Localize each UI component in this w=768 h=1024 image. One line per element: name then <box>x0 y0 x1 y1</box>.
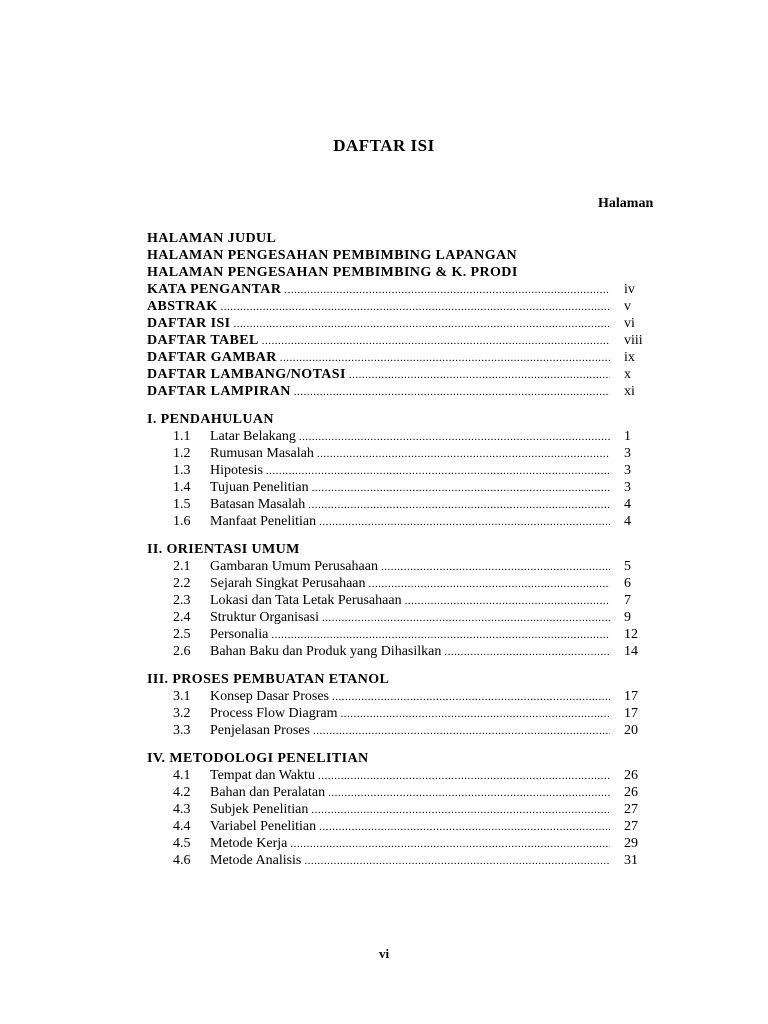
section-number: 2.3 <box>173 593 191 608</box>
section-number: 1.1 <box>173 429 191 444</box>
toc-section-entry[interactable] <box>147 835 662 852</box>
leader-dots <box>319 513 610 531</box>
toc-entry-label: DAFTAR ISI <box>147 316 231 331</box>
leader-dots <box>299 428 610 446</box>
section-label: Metode Analisis <box>210 853 302 868</box>
section-number: 1.6 <box>173 514 191 529</box>
toc-entry-label: DAFTAR GAMBAR <box>147 350 277 365</box>
toc-entry-label: ABSTRAK <box>147 299 218 314</box>
section-page: 1 <box>624 429 631 444</box>
section-number: 2.4 <box>173 610 191 625</box>
section-page: 5 <box>624 559 631 574</box>
leader-dots <box>290 835 610 853</box>
toc-entry-page: ix <box>624 350 635 365</box>
toc-entry[interactable] <box>147 349 662 366</box>
toc-section-entry[interactable] <box>147 496 662 513</box>
leader-dots <box>304 852 610 870</box>
toc-entry[interactable] <box>147 264 662 281</box>
leader-dots <box>284 281 610 299</box>
section-label: Personalia <box>210 627 269 642</box>
toc-section-entry[interactable] <box>147 626 662 643</box>
toc-entry-label: HALAMAN JUDUL <box>147 231 277 246</box>
toc-section-entry[interactable] <box>147 643 662 660</box>
section-label: Tempat dan Waktu <box>210 768 315 783</box>
toc-section-entry[interactable] <box>147 445 662 462</box>
section-number: 3.2 <box>173 706 191 721</box>
leader-dots <box>294 383 610 401</box>
toc-section-entry[interactable] <box>147 592 662 609</box>
toc-entry-label: HALAMAN PENGESAHAN PEMBIMBING & K. PRODI <box>147 265 518 280</box>
section-label: Tujuan Penelitian <box>210 480 309 495</box>
section-label: Sejarah Singkat Perusahaan <box>210 576 366 591</box>
toc-section-entry[interactable] <box>147 513 662 530</box>
section-number: 4.5 <box>173 836 191 851</box>
toc-entry-label: DAFTAR LAMPIRAN <box>147 384 291 399</box>
toc-entry[interactable] <box>147 383 662 400</box>
leader-dots <box>311 801 610 819</box>
section-label: Batasan Masalah <box>210 497 306 512</box>
toc-entry-label: KATA PENGANTAR <box>147 282 282 297</box>
chapter-heading[interactable]: II. ORIENTASI UMUM <box>147 542 300 557</box>
chapter-heading[interactable]: I. PENDAHULUAN <box>147 412 274 427</box>
section-number: 2.2 <box>173 576 191 591</box>
section-page: 3 <box>624 463 631 478</box>
section-number: 1.4 <box>173 480 191 495</box>
section-label: Penjelasan Proses <box>210 723 310 738</box>
toc-entry-page: x <box>624 367 631 382</box>
section-label: Subjek Penelitian <box>210 802 309 817</box>
section-label: Manfaat Penelitian <box>210 514 317 529</box>
leader-dots <box>271 626 610 644</box>
toc-entry-page: viii <box>624 333 643 348</box>
section-label: Variabel Penelitian <box>210 819 317 834</box>
section-page: 27 <box>624 802 638 817</box>
toc-section-entry[interactable] <box>147 705 662 722</box>
chapter-list <box>147 411 662 869</box>
section-number: 1.2 <box>173 446 191 461</box>
toc-entry[interactable] <box>147 247 662 264</box>
leader-dots <box>381 558 610 576</box>
toc-section-entry[interactable] <box>147 462 662 479</box>
toc-section-entry[interactable] <box>147 428 662 445</box>
section-page: 4 <box>624 497 631 512</box>
chapter-heading[interactable]: IV. METODOLOGI PENELITIAN <box>147 751 369 766</box>
leader-dots <box>332 688 610 706</box>
section-page: 26 <box>624 785 638 800</box>
section-page: 14 <box>624 644 638 659</box>
leader-dots <box>319 818 610 836</box>
section-page: 31 <box>624 853 638 868</box>
toc-section-entry[interactable] <box>147 801 662 818</box>
leader-dots <box>317 445 610 463</box>
leader-dots <box>341 705 610 723</box>
leader-dots <box>280 349 610 367</box>
leader-dots <box>233 315 610 333</box>
section-page: 6 <box>624 576 631 591</box>
toc-section-entry[interactable] <box>147 722 662 739</box>
page-title: DAFTAR ISI <box>333 136 435 155</box>
toc-entry-page: xi <box>624 384 635 399</box>
section-number: 4.3 <box>173 802 191 817</box>
toc-entry[interactable] <box>147 332 662 349</box>
section-number: 3.1 <box>173 689 191 704</box>
toc-entry-page: vi <box>624 316 635 331</box>
leader-dots <box>405 592 610 610</box>
leader-dots <box>313 722 610 740</box>
section-page: 17 <box>624 706 638 721</box>
toc-entry-page: iv <box>624 282 635 297</box>
toc-entry-label: HALAMAN PENGESAHAN PEMBIMBING LAPANGAN <box>147 248 517 263</box>
section-label: Rumusan Masalah <box>210 446 314 461</box>
section-number: 1.3 <box>173 463 191 478</box>
section-page: 3 <box>624 480 631 495</box>
section-label: Gambaran Umum Perusahaan <box>210 559 378 574</box>
section-page: 7 <box>624 593 631 608</box>
section-page: 29 <box>624 836 638 851</box>
toc-section-entry[interactable] <box>147 479 662 496</box>
section-page: 4 <box>624 514 631 529</box>
section-number: 2.1 <box>173 559 191 574</box>
section-label: Hipotesis <box>210 463 263 478</box>
footer-page-number: vi <box>378 946 390 961</box>
front-matter-list <box>147 230 662 400</box>
toc-entry[interactable] <box>147 230 662 247</box>
leader-dots <box>318 767 610 785</box>
leader-dots <box>262 332 610 350</box>
section-label: Latar Belakang <box>210 429 296 444</box>
section-page: 12 <box>624 627 638 642</box>
section-page: 20 <box>624 723 638 738</box>
section-label: Bahan Baku dan Produk yang Dihasilkan <box>210 644 442 659</box>
chapter-heading[interactable]: III. PROSES PEMBUATAN ETANOL <box>147 672 390 687</box>
toc-section-entry[interactable] <box>147 558 662 575</box>
toc-entry[interactable] <box>147 366 662 383</box>
toc-section-entry[interactable] <box>147 575 662 592</box>
toc-section-entry[interactable] <box>147 784 662 801</box>
toc-section-entry[interactable] <box>147 767 662 784</box>
section-label: Bahan dan Peralatan <box>210 785 326 800</box>
section-page: 17 <box>624 689 638 704</box>
section-page: 27 <box>624 819 638 834</box>
section-label: Process Flow Diagram <box>210 706 338 721</box>
table-of-contents <box>147 230 662 869</box>
section-page: 26 <box>624 768 638 783</box>
section-number: 4.4 <box>173 819 191 834</box>
leader-dots <box>308 496 610 514</box>
section-page: 9 <box>624 610 631 625</box>
leader-dots <box>444 643 610 661</box>
leader-dots <box>312 479 610 497</box>
leader-dots <box>349 366 610 384</box>
leader-dots <box>328 784 610 802</box>
section-number: 4.1 <box>173 768 191 783</box>
section-label: Lokasi dan Tata Letak Perusahaan <box>210 593 402 608</box>
toc-entry[interactable] <box>147 298 662 315</box>
toc-section-entry[interactable] <box>147 688 662 705</box>
page-column-header: Halaman <box>598 196 654 211</box>
section-number: 3.3 <box>173 723 191 738</box>
toc-entry-page: v <box>624 299 631 314</box>
leader-dots <box>220 298 610 316</box>
section-number: 2.5 <box>173 627 191 642</box>
section-label: Metode Kerja <box>210 836 288 851</box>
section-page: 3 <box>624 446 631 461</box>
toc-entry-label: DAFTAR TABEL <box>147 333 259 348</box>
toc-entry[interactable] <box>147 315 662 332</box>
leader-dots <box>322 609 610 627</box>
section-label: Konsep Dasar Proses <box>210 689 329 704</box>
toc-section-entry[interactable] <box>147 609 662 626</box>
section-number: 4.2 <box>173 785 191 800</box>
toc-entry[interactable] <box>147 281 662 298</box>
section-number: 1.5 <box>173 497 191 512</box>
section-number: 4.6 <box>173 853 191 868</box>
leader-dots <box>369 575 610 593</box>
toc-section-entry[interactable] <box>147 852 662 869</box>
leader-dots <box>266 462 610 480</box>
toc-section-entry[interactable] <box>147 818 662 835</box>
section-number: 2.6 <box>173 644 191 659</box>
section-label: Struktur Organisasi <box>210 610 320 625</box>
toc-entry-label: DAFTAR LAMBANG/NOTASI <box>147 367 346 382</box>
